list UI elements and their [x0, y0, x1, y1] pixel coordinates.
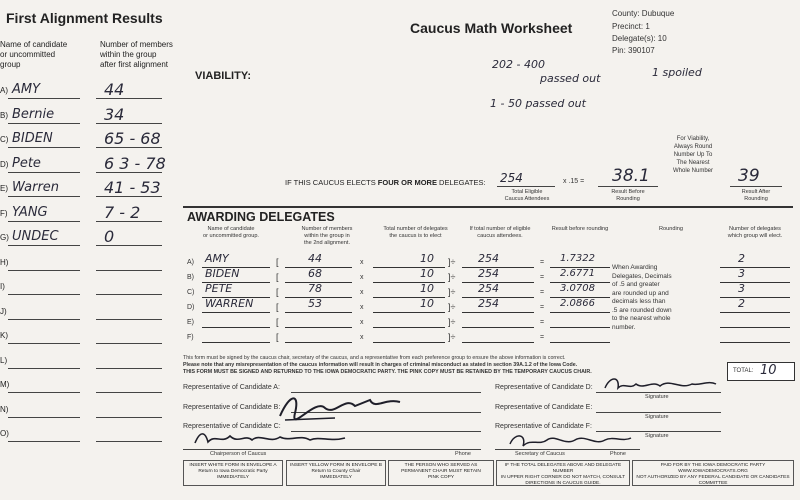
round-note-line: For Viability, [676, 136, 710, 142]
awarding-header-line: Number of members [301, 226, 353, 232]
row-letter: E) [0, 184, 8, 193]
chair-phone-label: Phone [455, 451, 471, 457]
award-attendees-line [462, 330, 534, 343]
caption-line: Total Eligible [511, 189, 543, 195]
awarding-header-line: the 2nd alignment. [303, 240, 351, 246]
name-line [8, 343, 80, 344]
rounding-rule-note [612, 264, 682, 332]
footer-instruction-box [632, 460, 794, 486]
row-letter: D) [0, 159, 9, 169]
awarding-header-cell [545, 226, 615, 233]
rounding-note-line: are rounded up and [612, 289, 669, 297]
candidate-count: 7 - 2 [104, 202, 141, 222]
award-attendees-value: 254 [478, 252, 499, 265]
name-line [8, 245, 80, 246]
awarding-divider [183, 206, 793, 208]
footer-line: IN UPPER RIGHT CORNER DO NOT MATCH, CONSULT [500, 475, 626, 480]
bracket: [ [276, 272, 279, 282]
attendees-caption [497, 189, 557, 203]
caption-line: Result After [741, 189, 771, 195]
award-elect-value: 2 [738, 297, 745, 310]
rep-e-signature-caption: Signature [645, 414, 669, 420]
footer-line: IMMEDIATELY [217, 475, 249, 480]
left-col1-line1: Name of candidate [0, 40, 68, 49]
chair-signature [190, 428, 350, 450]
row-letter: J) [0, 306, 7, 316]
row-letter: G) [0, 233, 9, 242]
note-passed-out-2: 1 - 50 passed out [490, 97, 586, 110]
award-candidate-name: AMY [205, 252, 229, 265]
elects-bold: FOUR OR MORE [377, 178, 437, 187]
count-line [96, 417, 162, 418]
total-box [727, 362, 795, 381]
elects-four-or-more [285, 178, 486, 187]
footer-line: PAID FOR BY THE IOWA DEMOCRATIC PARTY [660, 463, 766, 468]
footer-instruction-box [183, 460, 283, 486]
rep-b-signature [275, 388, 405, 426]
secretary-phone-label: Phone [610, 451, 626, 457]
rounding-note-line: When Awarding [612, 264, 658, 271]
row-letter: B) [0, 110, 8, 120]
before-rounding-line [598, 186, 658, 187]
name-line [8, 172, 80, 173]
row-letter: H) [0, 257, 9, 267]
awarding-header-cell [292, 226, 362, 247]
footer-line: Return to Iowa Democratic Party [198, 469, 268, 474]
name-line [8, 441, 80, 442]
rep-e-label: Representative of Candidate E: [495, 404, 593, 411]
awarding-header-line: or uncommitted group. [203, 233, 259, 239]
candidate-name: UNDEC [12, 229, 59, 244]
award-candidate-name: WARREN [205, 297, 254, 310]
award-row-letter: E) [187, 319, 194, 326]
count-line [96, 368, 162, 369]
count-line [96, 392, 162, 393]
candidate-count: 41 - 53 [104, 178, 161, 197]
awarding-header-line: Total number of delegates [383, 226, 448, 232]
name-line [8, 270, 80, 271]
award-result-line [550, 315, 610, 328]
secretary-label: Secretary of Caucus [515, 451, 565, 457]
awarding-title: AWARDING DELEGATES [187, 210, 335, 224]
candidate-name: AMY [12, 82, 41, 97]
award-delegates-line [373, 300, 445, 313]
secretary-signature [505, 430, 635, 452]
disclaimer-line1: This form must be signed by the caucus chair, secretary of the caucus, and a representative from each preference group to ensure the above information is correct. [183, 355, 566, 361]
bracket: [ [276, 302, 279, 312]
awarding-header-cell [373, 226, 458, 240]
footer-line: DIRECTIONS IN CAUCUS GUIDE. [525, 481, 601, 486]
elects-text-post: DELEGATES: [436, 178, 486, 187]
left-col2-line1: Number of members [100, 40, 173, 49]
elects-text-pre: IF THIS CAUCUS ELECTS [285, 178, 378, 187]
footer-instruction-box [388, 460, 494, 486]
rounding-note-line: to the nearest whole [612, 315, 671, 322]
awarding-header-cell [196, 226, 266, 240]
times-sign: x [360, 319, 364, 326]
left-col2-line3: after first alignment [100, 60, 169, 69]
caption-line: Result Before [611, 189, 645, 195]
caption-line: Caucus Attendees [504, 196, 550, 202]
first-alignment-title: First Alignment Results [6, 10, 163, 26]
left-col2-line2: within the group [100, 50, 157, 59]
round-note-line: Always Round [673, 144, 713, 150]
awarding-header-line: caucus attendees. [477, 233, 523, 239]
equals-sign: = [540, 289, 545, 296]
award-elect-value: 3 [738, 267, 745, 280]
awarding-header-line: Rounding [659, 226, 683, 232]
left-col1-line2: or uncommitted [0, 50, 56, 59]
row-letter: N) [0, 404, 9, 414]
total-label: TOTAL: [733, 368, 754, 374]
before-rounding-value: 38.1 [612, 166, 650, 186]
row-letter: M) [0, 380, 10, 389]
equals-sign: = [540, 304, 545, 311]
award-delegates-line [373, 270, 445, 283]
footer-line: INSERT YELLOW FORM IN ENVELOPE B [290, 463, 382, 468]
candidate-count: 6 3 - 78 [104, 153, 166, 173]
after-caption [730, 189, 782, 203]
round-up-note [663, 135, 723, 175]
row-letter: C) [0, 135, 9, 144]
row-letter: K) [0, 331, 8, 340]
bracket-plus: ]÷ [448, 257, 456, 267]
awarding-header-cell [460, 226, 540, 240]
award-attendees-value: 254 [478, 282, 499, 295]
footer-line: IMMEDIATELY [320, 475, 352, 480]
name-line [8, 417, 80, 418]
award-delegates-line [373, 285, 445, 298]
times-sign: x [360, 289, 364, 296]
award-elect-value: 2 [738, 252, 745, 265]
disclaimer-line2: Please note that any misrepresentation of the caucus information will result in charges of criminal misconduct as stated in section 39A.1.2 of the Iowa Code. [183, 362, 578, 368]
note-passed-out: passed out [540, 72, 601, 85]
award-delegates-value: 10 [420, 267, 434, 280]
award-result-value: 1.7322 [560, 253, 595, 264]
award-delegates-line [373, 315, 445, 328]
disclaimer-line3: THIS FORM MUST BE SIGNED AND RETURNED TO THE IOWA DEMOCRATIC PARTY. THE PINK COPY MUST BE RETAINED BY THE TEMPORARY CAUCUS CHAIR. [183, 369, 592, 375]
name-line [8, 98, 80, 99]
bracket-plus: ]÷ [448, 317, 456, 327]
row-letter: F) [0, 208, 8, 218]
award-members-line [285, 315, 352, 328]
candidate-name: Bernie [12, 106, 55, 122]
rounding-note-line: number. [612, 323, 636, 331]
awarding-header-line: the caucus is to elect [389, 233, 442, 239]
candidate-count: 65 - 68 [104, 129, 161, 148]
candidate-count: 34 [104, 104, 125, 124]
precinct-label: Precinct: 1 [612, 22, 650, 31]
award-delegates-line [373, 255, 445, 268]
before-caption [598, 189, 658, 203]
equals-sign: = [540, 334, 545, 341]
award-delegates-value: 10 [420, 252, 434, 265]
attendees-line [497, 186, 555, 187]
delegates-label: Delegate(s): 10 [612, 34, 667, 43]
name-line [8, 147, 80, 148]
candidate-count: 0 [104, 227, 115, 246]
count-line [96, 441, 162, 442]
pin-label: Pin: 390107 [612, 46, 655, 55]
name-line [8, 294, 80, 295]
award-members-line [285, 330, 352, 343]
equals-sign: = [540, 259, 545, 266]
left-col1-header [0, 40, 67, 70]
bracket: [ [276, 257, 279, 267]
award-row-letter: B) [187, 274, 194, 281]
bracket-plus: ]÷ [448, 332, 456, 342]
bracket-plus: ]÷ [448, 287, 456, 297]
award-elect-line [720, 300, 790, 313]
attendees-value: 254 [500, 171, 523, 185]
multiplier-label: x .15 = [563, 178, 585, 185]
candidate-name: YANG [12, 204, 48, 220]
awarding-header-line: which group will elect. [727, 233, 783, 239]
times-sign: x [360, 274, 364, 281]
award-result-value: 2.0866 [560, 298, 595, 309]
award-members-value: 78 [308, 282, 322, 295]
awarding-header-line: Result before rounding [551, 226, 609, 232]
worksheet-title: Caucus Math Worksheet [410, 20, 573, 36]
awarding-header-line: within the group in [304, 233, 350, 239]
name-line [8, 392, 80, 393]
times-sign: x [360, 259, 364, 266]
award-elect-line [720, 315, 790, 328]
equals-sign: = [540, 274, 545, 281]
footer-instruction-box [496, 460, 630, 486]
award-members-value: 44 [308, 252, 322, 265]
total-value: 10 [760, 363, 777, 378]
count-line [96, 319, 162, 320]
candidate-name: Warren [12, 180, 60, 195]
viability-label: VIABILITY: [195, 70, 252, 82]
equals-sign: = [540, 319, 545, 326]
award-elect-line [720, 270, 790, 283]
rep-e-line [596, 412, 721, 413]
footer-instruction-box [286, 460, 386, 486]
award-attendees-value: 254 [478, 297, 499, 310]
name-line [8, 368, 80, 369]
rep-f-label: Representative of Candidate F: [495, 423, 592, 430]
count-line [96, 270, 162, 271]
award-row-letter: F) [187, 334, 194, 341]
note-spoiled: 1 spoiled [652, 66, 702, 79]
footer-line: Return to County Chair [311, 469, 361, 474]
count-line [96, 343, 162, 344]
candidate-count: 44 [104, 80, 125, 99]
times-sign: x [360, 334, 364, 341]
note-ballot-range: 202 - 400 [492, 58, 545, 71]
round-note-line: The Nearest [676, 160, 710, 166]
rep-f-signature-caption: Signature [645, 433, 669, 439]
name-line [8, 196, 80, 197]
row-letter: L) [0, 355, 8, 365]
award-delegates-value: 10 [420, 282, 434, 295]
award-result-value: 2.6771 [560, 268, 595, 279]
caption-line: Rounding [616, 196, 640, 202]
bracket-plus: ]÷ [448, 302, 456, 312]
rounding-note-line: decimals less than [612, 298, 666, 305]
awarding-header-line: Number of delegates [729, 226, 781, 232]
count-line [96, 294, 162, 295]
award-row-letter: A) [187, 259, 194, 266]
left-col1-line3: group [0, 60, 21, 69]
footer-line: NOT AUTHORIZED BY ANY FEDERAL CANDIDATE OR CANDIDATES COMMITTEE [636, 475, 790, 486]
rounding-note-line: of .5 and greater [612, 281, 660, 288]
award-candidate-name: PETE [205, 282, 233, 295]
rep-a-label: Representative of Candidate A: [183, 384, 280, 391]
award-attendees-line [462, 315, 534, 328]
award-candidate-name: BIDEN [205, 267, 240, 280]
rep-d-label: Representative of Candidate D: [495, 384, 593, 391]
awarding-header-line: Name of candidate [207, 226, 255, 232]
caption-line: Rounding [744, 196, 768, 202]
award-elect-value: 3 [738, 282, 745, 295]
footer-line: THE PERSON WHO SERVED AS [404, 463, 478, 468]
footer-line: PINK COPY [427, 475, 455, 480]
rounding-note-line: .5 are rounded down [612, 306, 672, 314]
rep-b-label: Representative of Candidate B: [183, 404, 281, 411]
rep-d-signature [600, 374, 720, 396]
award-members-value: 53 [308, 297, 322, 310]
round-note-line: Number Up To [673, 152, 713, 158]
award-members-value: 68 [308, 267, 322, 280]
award-delegates-value: 10 [420, 297, 434, 310]
award-name-line [202, 315, 270, 328]
chair-label: Chairperson of Caucus [210, 451, 267, 457]
row-letter: A) [0, 86, 8, 95]
award-result-line [550, 330, 610, 343]
after-rounding-line [730, 186, 782, 187]
award-elect-line [720, 255, 790, 268]
award-row-letter: C) [187, 289, 195, 296]
county-label: County: Dubuque [612, 9, 675, 18]
bracket: [ [276, 332, 279, 342]
award-elect-line [720, 330, 790, 343]
footer-line: INSERT WHITE FORM IN ENVELOPE A [189, 463, 277, 468]
footer-line: IF THE TOTAL DELEGATES ABOVE AND DELEGATE NUMBER [504, 463, 622, 474]
awarding-header-line: If total number of eligible [469, 226, 531, 232]
times-sign: x [360, 304, 364, 311]
award-elect-line [720, 285, 790, 298]
award-row-letter: D) [187, 304, 195, 311]
footer-line: PERMANENT CHAIR MUST RETAIN [401, 469, 481, 474]
rep-c-label: Representative of Candidate C: [183, 423, 281, 430]
rep-d-signature-caption: Signature [645, 394, 669, 400]
candidate-name: BIDEN [12, 131, 53, 146]
award-name-line [202, 330, 270, 343]
row-letter: I) [0, 282, 5, 291]
name-line [8, 123, 80, 124]
candidate-name: Pete [12, 155, 41, 171]
awarding-header-cell [718, 226, 792, 240]
bracket-plus: ]÷ [448, 272, 456, 282]
rounding-note-line: Delegates, Decimals [612, 272, 672, 280]
round-note-line: Whole Number [672, 168, 713, 174]
award-attendees-value: 254 [478, 267, 499, 280]
name-line [8, 221, 80, 222]
bracket: [ [276, 317, 279, 327]
award-result-value: 3.0708 [560, 283, 595, 294]
row-letter: O) [0, 429, 9, 438]
name-line [8, 319, 80, 320]
footer-line: WWW.IOWADEMOCRATS.ORG [678, 469, 748, 474]
left-col2-header [100, 40, 173, 70]
award-delegates-line [373, 330, 445, 343]
after-rounding-value: 39 [738, 166, 760, 186]
awarding-header-cell [646, 226, 696, 233]
bracket: [ [276, 287, 279, 297]
